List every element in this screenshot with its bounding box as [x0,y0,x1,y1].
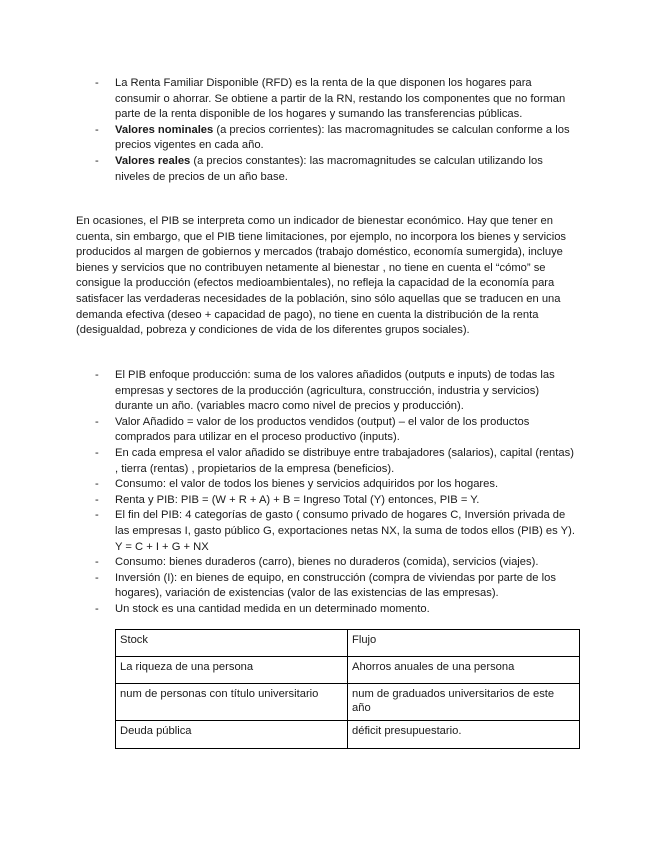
list-item [0,123,655,154]
list-item-text: Consumo: el valor de todos los bienes y servicios adquiridos por los hogares. [115,478,499,491]
list-item-text: La Renta Familiar Disponible (RFD) es la renta de la que disponen los hogares para consumir o ahorrar. Se obtiene a partir de la RN, restando los componentes que no forman parte de la renta disponible de los hogares y sumando las transferencias públicas. [115,77,566,121]
list-item [0,76,655,123]
dash-bullet: - [95,446,99,459]
table-row [116,721,580,749]
list-item [0,493,655,509]
term-bold: Valores reales [115,154,191,167]
table-header-cell: Flujo [348,630,580,657]
table-row [116,657,580,684]
table-cell: Deuda pública [116,721,348,749]
dash-bullet: - [95,571,99,584]
list-item-text: El fin del PIB: 4 categorías de gasto ( consumo privado de hogares C, Inversión privada de las empresas I, gasto público G, exportaciones netas NX, la suma de todos ellos (PIB) es Y). Y = C + I + G + NX [115,509,575,553]
table-header-row [116,630,580,657]
table-cell: déficit presupuestario. [348,721,580,749]
list-item [0,602,655,618]
dash-bullet: - [95,154,99,167]
table-row [116,684,580,721]
list-item [0,477,655,493]
list-item [0,415,655,446]
list-item-text: El PIB enfoque producción: suma de los valores añadidos (outputs e inputs) de todas las empresas y sectores de la producción (agricultura, construcción, industria y servicios) durante un año. (variables macro como nivel de precios y producción). [115,369,555,413]
dash-bullet: - [95,556,99,569]
table-cell: Ahorros anuales de una persona [348,657,580,684]
dash-bullet: - [95,123,99,136]
dash-bullet: - [95,369,99,381]
dash-bullet: - [95,415,99,428]
table-header-cell: Stock [116,630,348,657]
pib-limitations-paragraph: En ocasiones, el PIB se interpreta como un indicador de bienestar económico. Hay que tener en cuenta, sin embargo, que el PIB tiene limitaciones, por ejemplo, no incorpora los bienes y servicios producidos al margen de gobiernos y mercados (trabajo doméstico, economía sumergida), incluye bienes y servicios que no contribuyen netamente al bienestar , no tiene en cuenta el “cómo” se consigue la producción (efectos medioambientales), no refleja la capacidad de la economía para satisfacer las verdaderas necesidades de la población, sino sólo aquellas que se traducen en una demanda efectiva (deseo + capacidad de pago), no tiene en cuenta la distribución de la renta (desigualdad, pobreza y condiciones de vida de los diferentes grupos sociales). [76,215,567,337]
list-item-text: Valor Añadido = valor de los productos vendidos (output) – el valor de los productos comprados para utilizar en el proceso productivo (inputs). [115,415,530,444]
dash-bullet: - [95,509,99,522]
dash-bullet: - [95,602,99,615]
definitions-list [0,76,655,185]
pib-concepts-list [0,368,655,618]
list-item [0,555,655,571]
list-item-text: (a precios corrientes): las macromagnitudes se calculan conforme a los precios vigentes en cada año. [115,123,570,152]
stock-flow-table [115,629,580,749]
list-item-text: Un stock es una cantidad medida en un determinado momento. [115,602,430,615]
term-bold: Valores nominales [115,123,214,136]
dash-bullet: - [95,493,99,506]
list-item [0,154,655,185]
list-item-text: Inversión (I): en bienes de equipo, en construcción (compra de viviendas por parte de los hogares), variación de existencias (valor de las existencias de las empresas). [115,571,556,600]
list-item [0,508,655,555]
list-item-text: (a precios constantes): las macromagnitudes se calculan utilizando los niveles de precios de un año base. [115,154,543,183]
list-item-text: En cada empresa el valor añadido se distribuye entre trabajadores (salarios), capital (rentas) , tierra (rentas) , propietarios de la empresa (beneficios). [115,446,574,475]
table-cell: num de personas con título universitario [116,684,348,721]
list-item-text: Renta y PIB: PIB = (W + R + A) + B = Ingreso Total (Y) entonces, PIB = Y. [115,493,480,506]
table-cell: La riqueza de una persona [116,657,348,684]
dash-bullet: - [95,478,99,491]
list-item [0,571,655,602]
list-item-text: Consumo: bienes duraderos (carro), bienes no duraderos (comida), servicios (viajes). [115,556,539,569]
dash-bullet: - [95,77,99,89]
table-cell: num de graduados universitarios de este año [348,684,580,721]
list-item [0,368,655,415]
list-item [0,446,655,477]
